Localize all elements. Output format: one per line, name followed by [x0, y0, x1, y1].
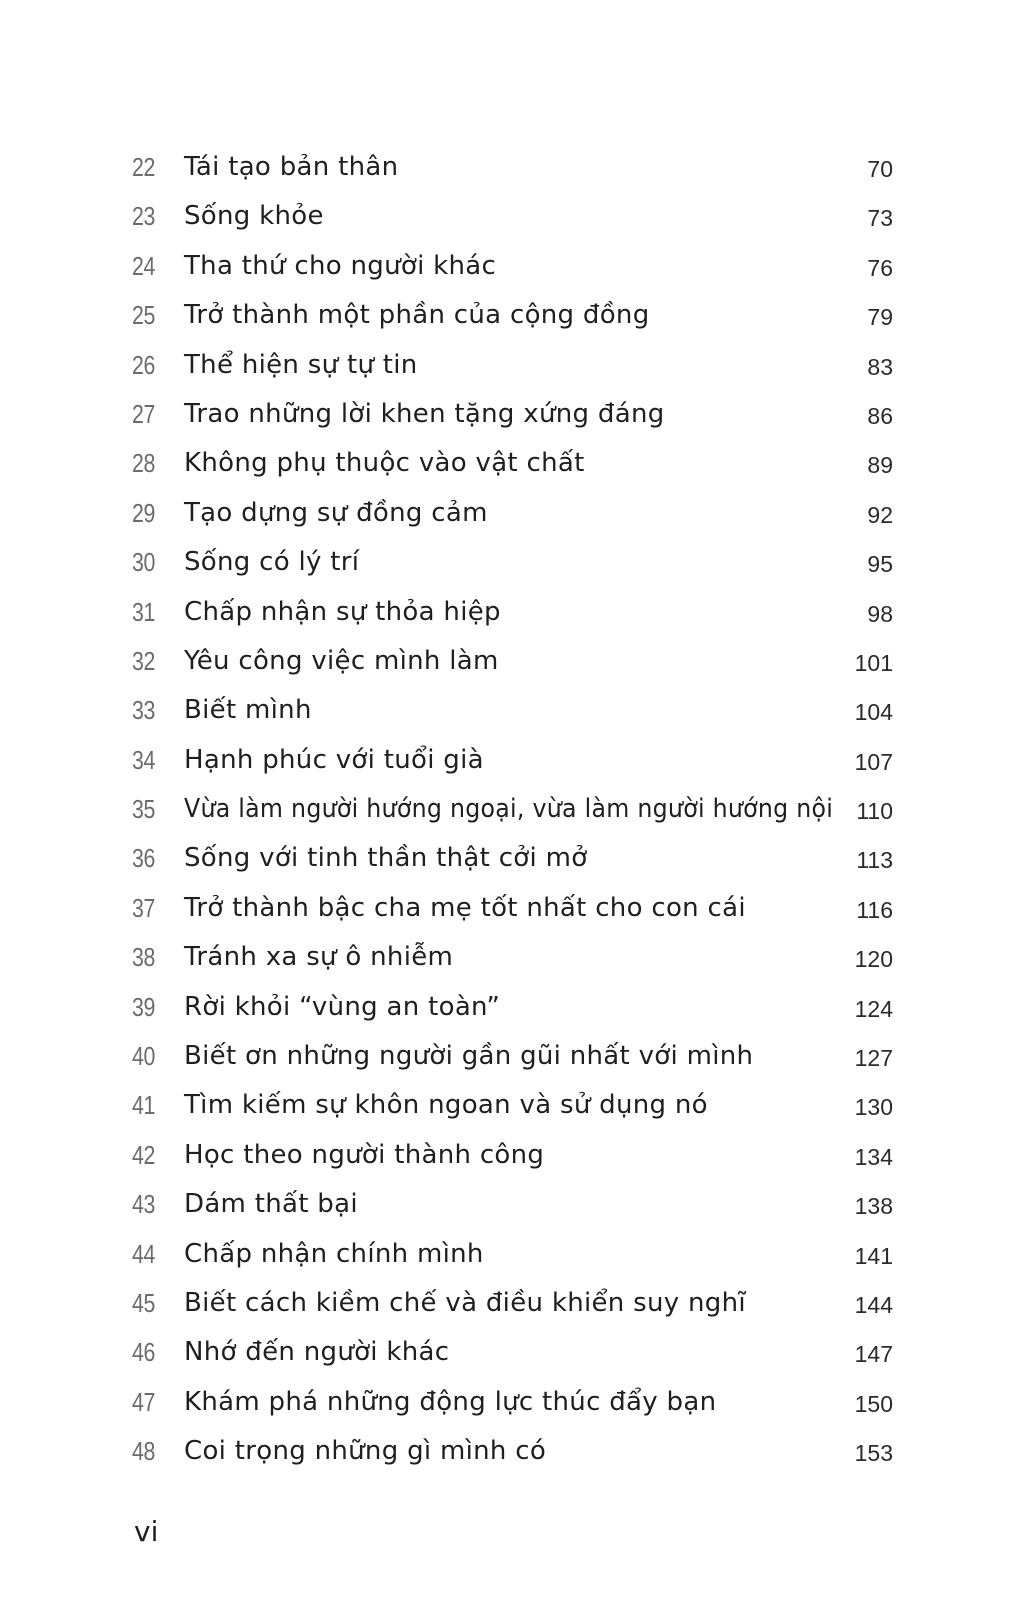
- toc-entry: [0, 789, 1024, 838]
- chapter-page-number: 130: [854, 1094, 893, 1121]
- chapter-number: 25: [132, 300, 155, 331]
- chapter-number: 44: [132, 1238, 155, 1269]
- toc-entry: [0, 740, 1024, 789]
- table-of-contents: [0, 147, 1024, 1481]
- toc-entry: [0, 493, 1024, 542]
- chapter-number: 48: [132, 1436, 155, 1467]
- chapter-page-number: 76: [867, 254, 893, 281]
- chapter-number: 33: [132, 695, 155, 726]
- chapter-title: Thể hiện sự tự tin: [184, 349, 418, 380]
- chapter-title: Sống với tinh thần thật cởi mở: [184, 843, 588, 874]
- toc-entry: [0, 1431, 1024, 1480]
- chapter-page-number: 150: [854, 1390, 893, 1417]
- chapter-page-number: 127: [854, 1045, 893, 1072]
- chapter-number: 22: [132, 152, 155, 182]
- chapter-page-number: 101: [854, 649, 893, 676]
- chapter-title: Rời khỏi “vùng an toàn”: [184, 991, 501, 1022]
- chapter-page-number: 141: [854, 1242, 893, 1269]
- chapter-page-number: 89: [867, 452, 893, 479]
- toc-entry: [0, 295, 1024, 344]
- chapter-title: Chấp nhận sự thỏa hiệp: [184, 596, 501, 627]
- toc-entry: [0, 838, 1024, 887]
- chapter-title: Yêu công việc mình làm: [184, 645, 499, 676]
- toc-entry: [0, 1184, 1024, 1233]
- chapter-title: Tái tạo bản thân: [184, 152, 399, 182]
- chapter-page-number: 83: [867, 353, 893, 380]
- chapter-page-number: 86: [867, 402, 893, 429]
- chapter-title: Không phụ thuộc vào vật chất: [184, 448, 585, 479]
- chapter-page-number: 134: [854, 1143, 893, 1170]
- toc-entry: [0, 345, 1024, 394]
- chapter-number: 42: [132, 1139, 155, 1170]
- toc-entry: [0, 888, 1024, 937]
- chapter-page-number: 95: [867, 551, 893, 578]
- toc-entry: [0, 1382, 1024, 1431]
- chapter-number: 23: [132, 201, 155, 232]
- chapter-title: Tránh xa sự ô nhiễm: [184, 942, 454, 973]
- chapter-page-number: 144: [854, 1291, 893, 1318]
- toc-entry: [0, 394, 1024, 443]
- toc-entry: [0, 147, 1024, 196]
- chapter-number: 29: [132, 497, 155, 528]
- chapter-number: 40: [132, 1041, 155, 1072]
- chapter-number: 37: [132, 892, 155, 923]
- chapter-page-number: 104: [854, 699, 893, 726]
- chapter-title: Vừa làm người hướng ngoại, vừa làm người hướng nội: [184, 794, 834, 825]
- toc-entry: [0, 542, 1024, 591]
- chapter-page-number: 79: [867, 304, 893, 331]
- toc-entry: [0, 1283, 1024, 1332]
- chapter-number: 26: [132, 349, 155, 380]
- chapter-title: Trở thành một phần của cộng đồng: [184, 300, 650, 331]
- chapter-number: 34: [132, 744, 155, 775]
- chapter-number: 36: [132, 843, 155, 874]
- toc-entry: [0, 1234, 1024, 1283]
- toc-entry: [0, 690, 1024, 739]
- chapter-title: Trở thành bậc cha mẹ tốt nhất cho con cái: [184, 892, 746, 923]
- chapter-page-number: 73: [867, 205, 893, 232]
- chapter-page-number: 153: [854, 1440, 893, 1467]
- chapter-number: 38: [132, 942, 155, 973]
- chapter-page-number: 124: [854, 995, 893, 1022]
- chapter-title: Biết ơn những người gần gũi nhất với mình: [184, 1041, 754, 1072]
- chapter-number: 45: [132, 1287, 155, 1318]
- chapter-title: Sống có lý trí: [184, 547, 360, 578]
- chapter-page-number: 147: [854, 1341, 893, 1368]
- chapter-number: 35: [132, 794, 155, 825]
- chapter-page-number: 92: [867, 501, 893, 528]
- chapter-number: 41: [132, 1090, 155, 1121]
- chapter-title: Dám thất bại: [184, 1189, 358, 1220]
- toc-entry: [0, 1085, 1024, 1134]
- chapter-page-number: 120: [854, 946, 893, 973]
- chapter-title: Biết cách kiềm chế và điều khiển suy nghĩ: [184, 1287, 746, 1318]
- toc-entry: [0, 592, 1024, 641]
- chapter-title: Tìm kiếm sự khôn ngoan và sử dụng nó: [184, 1090, 708, 1121]
- page-number: vi: [134, 1515, 159, 1548]
- chapter-number: 43: [132, 1189, 155, 1220]
- chapter-number: 39: [132, 991, 155, 1022]
- toc-entry: [0, 1135, 1024, 1184]
- toc-entry: [0, 937, 1024, 986]
- chapter-title: Chấp nhận chính mình: [184, 1238, 484, 1269]
- toc-entry: [0, 196, 1024, 245]
- chapter-number: 27: [132, 398, 155, 429]
- chapter-number: 46: [132, 1337, 155, 1368]
- chapter-title: Trao những lời khen tặng xứng đáng: [184, 398, 665, 429]
- chapter-number: 47: [132, 1386, 155, 1417]
- toc-entry: [0, 246, 1024, 295]
- chapter-title: Nhớ đến người khác: [184, 1337, 450, 1368]
- chapter-page-number: 113: [856, 847, 893, 874]
- chapter-page-number: 116: [856, 896, 893, 923]
- chapter-title: Học theo người thành công: [184, 1139, 545, 1170]
- chapter-title: Tạo dựng sự đồng cảm: [184, 497, 488, 528]
- chapter-page-number: 107: [854, 748, 893, 775]
- chapter-page-number: 70: [867, 156, 893, 182]
- chapter-number: 31: [132, 596, 155, 627]
- chapter-title: Coi trọng những gì mình có: [184, 1436, 547, 1467]
- toc-entry: [0, 1332, 1024, 1381]
- chapter-title: Tha thứ cho người khác: [184, 250, 497, 281]
- chapter-title: Khám phá những động lực thúc đẩy bạn: [184, 1386, 717, 1417]
- chapter-title: Hạnh phúc với tuổi già: [184, 744, 484, 775]
- toc-entry: [0, 987, 1024, 1036]
- chapter-title: Biết mình: [184, 695, 312, 726]
- chapter-number: 32: [132, 645, 155, 676]
- chapter-title: Sống khỏe: [184, 201, 324, 232]
- chapter-page-number: 110: [856, 798, 893, 825]
- chapter-page-number: 98: [867, 600, 893, 627]
- chapter-page-number: 138: [854, 1193, 893, 1220]
- toc-entry: [0, 443, 1024, 492]
- toc-entry: [0, 1036, 1024, 1085]
- chapter-number: 28: [132, 448, 155, 479]
- chapter-number: 30: [132, 547, 155, 578]
- toc-entry: [0, 641, 1024, 690]
- chapter-number: 24: [132, 250, 155, 281]
